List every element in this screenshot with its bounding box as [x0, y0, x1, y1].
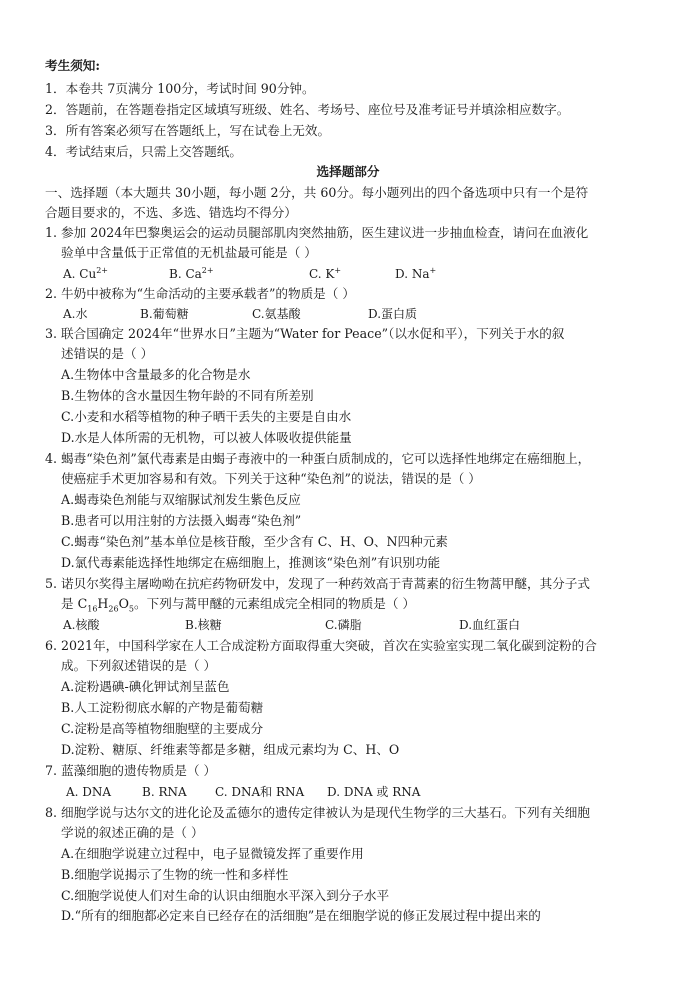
q2-option-d: D.蛋白质 [368, 307, 418, 321]
q1-option-a: A. $Cu^{2+}$ [63, 266, 109, 281]
q4-option-a: A.蝎毒染色剂能与双缩脲试剂发生紫色反应 [61, 492, 301, 507]
section-intro-line-2: 合题目要求的，不选、多选、错选均不得分） [45, 205, 297, 220]
q2-option-a: A.水 [63, 307, 88, 321]
notice-item-1: 1．本卷共 7页满分 100分，考试时间 90分钟。 [45, 81, 315, 96]
q5-option-c: C.磷脂 [325, 618, 362, 632]
q8-option-b: B.细胞学说揭示了生物的统一性和多样性 [61, 867, 289, 882]
q8-option-c: C.细胞学说使人们对生命的认识由细胞水平深入到分子水平 [61, 888, 390, 903]
q6-option-b: B.人工淀粉彻底水解的产物是葡萄糖 [61, 700, 264, 715]
q2-options [0, 304, 696, 324]
q2-option-b: B.葡萄糖 [140, 307, 189, 321]
q5-option-d: D.血红蛋白 [459, 618, 521, 632]
q3-stem-line-1: 3. 联合国确定 2024年“世界水日”主题为“Water for Peace”（以水促和平），下列关于水的叙 [45, 326, 565, 341]
q8-option-d: D.“所有的细胞都必定来自已经存在的活细胞”是在细胞学说的修正发展过程中提出来的 [61, 908, 541, 923]
q8-stem-line-1: 8. 细胞学说与达尔文的进化论及孟德尔的遗传定律被认为是现代生物学的三大基石。下列有关细胞 [45, 805, 590, 820]
q2-stem-line-1: 2. 牛奶中被称为“生命活动的主要承载者”的物质是（ ） [45, 286, 355, 301]
q7-option-b: B. RNA [142, 785, 187, 799]
q5-stem-line-1: 5. 诺贝尔奖得主屠呦呦在抗疟药物研发中，发现了一种药效高于青蒿素的衍生物蒿甲醚，其分子式 [45, 576, 590, 591]
q3-option-a: A.生物体中含量最多的化合物是水 [61, 367, 251, 382]
notice-item-3: 3．所有答案必须写在答题纸上，写在试卷上无效。 [45, 123, 331, 138]
q2-option-c: C.氨基酸 [252, 307, 301, 321]
q1-option-b: B. $Ca^{2+}$ [169, 266, 214, 281]
q5-option-a: A.核酸 [63, 618, 100, 632]
section-intro-line-1: 一、选择题（本大题共 30小题，每小题 2分，共 60分。每小题列出的四个备选项中只有一个是符 [45, 185, 589, 200]
q6-option-d: D.淀粉、糖原、纤维素等都是多糖，组成元素均为 C、H、O [61, 742, 400, 757]
q6-option-c: C.淀粉是高等植物细胞壁的主要成分 [61, 721, 264, 736]
notice-item-2: 2．答题前，在答题卷指定区域填写班级、姓名、考场号、座位号及准考证号并填涂相应数字。 [45, 102, 570, 117]
q3-option-d: D.水是人体所需的无机物，可以被人体吸收提供能量 [61, 430, 352, 445]
q1-option-c: C. K+ [309, 266, 342, 281]
q6-stem-line-2: 成。下列叙述错误的是（ ） [61, 658, 217, 673]
q5-option-b: B.核糖 [185, 618, 222, 632]
q5-stem-line-2: 是 $C_{16}H_{26}O_5$。下列与蒿甲醚的元素组成完全相同的物质是（ ） [61, 596, 416, 614]
notice-item-4: 4．考试结束后，只需上交答题纸。 [45, 144, 242, 159]
section-title: 选择题部分 [316, 164, 380, 179]
q1-stem-line-2: 验单中含量低于正常值的无机盐最可能是（ ） [61, 245, 317, 260]
q8-stem-line-2: 学说的叙述正确的是（ ） [61, 825, 204, 840]
q3-option-b: B.生物体的含水量因生物年龄的不同有所差别 [61, 388, 314, 403]
q4-option-b: B.患者可以用注射的方法摄入蝎毒“染色剂” [61, 513, 302, 528]
q7-options [0, 782, 696, 802]
q1-option-d: D. Na+ [395, 266, 437, 281]
q4-stem-line-2: 使癌症手术更加容易和有效。下列关于这种“染色剂”的说法，错误的是（ ） [61, 471, 481, 486]
q5-options [0, 615, 696, 635]
q8-option-a: A.在细胞学说建立过程中，电子显微镜发挥了重要作用 [61, 846, 364, 861]
q7-option-a: A. DNA [66, 785, 112, 799]
q7-option-c: C. DNA和 RNA [215, 785, 305, 799]
q3-stem-line-2: 述错误的是（ ） [61, 346, 154, 361]
q3-option-c: C.小麦和水稻等植物的种子晒干丢失的主要是自由水 [61, 409, 352, 424]
q4-option-c: C.蝎毒“染色剂”基本单位是核苷酸，至少含有 C、H、O、N四种元素 [61, 534, 448, 549]
q7-option-d: D. DNA 或 RNA [327, 785, 421, 799]
q5-formula: 是 $C_{16}H_{26}O_5$ [61, 596, 135, 614]
q1-options [0, 264, 696, 284]
q6-option-a: A.淀粉遇碘-碘化钾试剂呈蓝色 [61, 679, 230, 694]
q1-stem-line-1: 1. 参加 2024年巴黎奥运会的运动员腿部肌肉突然抽筋，医生建议进一步抽血检查，请问在血液化 [45, 225, 589, 240]
q4-option-d: D.氯代毒素能选择性地绑定在癌细胞上，推测该“染色剂”有识别功能 [61, 555, 441, 570]
q4-stem-line-1: 4. 蝎毒“染色剂”氯代毒素是由蝎子毒液中的一种蛋白质制成的，它可以选择性地绑定在癌细胞上， [45, 451, 591, 466]
notice-title: 考生须知: [45, 58, 101, 73]
q7-stem-line-1: 7. 蓝藻细胞的遗传物质是（ ） [45, 763, 217, 778]
q6-stem-line-1: 6. 2021年，中国科学家在人工合成淀粉方面取得重大突破，首次在实验室实现二氧化碳到淀粉的合 [45, 638, 597, 653]
